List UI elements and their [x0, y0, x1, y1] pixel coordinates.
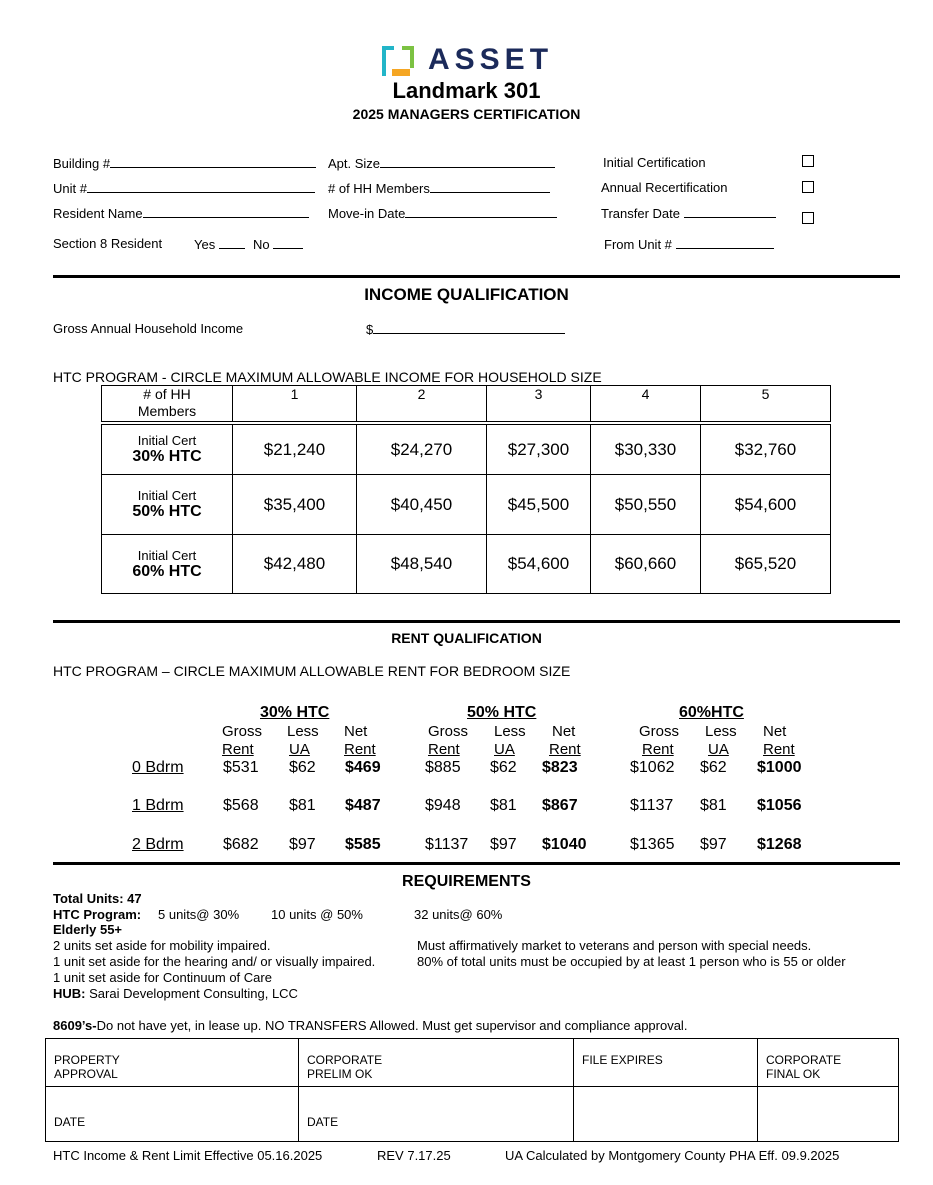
row-label-top: Initial Cert: [137, 433, 197, 448]
group-30: 30% HTC: [260, 704, 330, 721]
rent-cell: $1365: [630, 836, 675, 853]
income-cell: $42,480: [233, 535, 357, 594]
hh-size-4: 4: [591, 386, 701, 422]
htc-60: 32 units@ 60%: [414, 907, 503, 922]
table-row: [102, 475, 831, 535]
col-ua: UA: [289, 741, 310, 758]
requirement-line: 1 unit set aside for Continuum of Care: [53, 970, 272, 985]
yes-label: Yes: [194, 237, 216, 252]
col-ua: UA: [494, 741, 515, 758]
rent-cell: $97: [700, 836, 727, 853]
file-expires-value[interactable]: [574, 1087, 758, 1142]
corporate-final-cell[interactable]: [758, 1039, 899, 1087]
rent-cell: $81: [289, 797, 316, 814]
annual-recert-label: Annual Recertification: [601, 180, 728, 195]
initial-cert-label: Initial Certification: [603, 155, 706, 170]
note-8609: [53, 1018, 687, 1033]
corner-line-2: Members: [137, 403, 197, 419]
hub-value: Sarai Development Consulting, LCC: [89, 986, 298, 1001]
col-net: Net: [552, 723, 576, 740]
rent-cell: $1056: [757, 797, 802, 814]
bedroom-label: 1 Bdrm: [132, 797, 184, 814]
section8-yes-field[interactable]: [194, 236, 245, 252]
income-cell: $60,660: [591, 535, 701, 594]
apt-size-label: Apt. Size: [328, 156, 381, 171]
row-label-top: Initial Cert: [137, 488, 197, 503]
note-bold: 8609’s-: [53, 1018, 97, 1033]
footer-rev: REV 7.17.25: [377, 1148, 451, 1163]
requirement-line: 2 units set aside for mobility impaired.: [53, 938, 271, 953]
group-50: 50% HTC: [467, 704, 537, 721]
file-expires-label: FILE EXPIRES: [582, 1053, 663, 1067]
rent-cell: $1000: [757, 759, 802, 776]
col-gross: Gross: [639, 723, 680, 740]
property-label: PROPERTY: [54, 1053, 120, 1067]
rent-heading: RENT QUALIFICATION: [391, 630, 542, 646]
rent-cell: $97: [289, 836, 316, 853]
from-unit-label: From Unit #: [604, 237, 672, 252]
rent-cell: $1137: [630, 797, 674, 814]
row-label: [102, 535, 233, 594]
transfer-date-label: Transfer Date: [601, 206, 680, 221]
income-cell: $50,550: [591, 475, 701, 535]
unit-field[interactable]: [53, 180, 315, 196]
corporate-prelim-cell[interactable]: [299, 1039, 574, 1087]
rent-cell: $823: [542, 759, 578, 776]
table-row: [102, 535, 831, 594]
rent-cell: $948: [425, 797, 461, 814]
transfer-checkbox[interactable]: [802, 212, 814, 224]
rent-cell: $62: [700, 759, 727, 776]
rent-cell: $469: [345, 759, 381, 776]
col-ua: UA: [708, 741, 729, 758]
hh-size-2: 2: [357, 386, 487, 422]
col-rent: Rent: [428, 741, 460, 758]
income-cell: $21,240: [233, 425, 357, 475]
col-less: Less: [494, 723, 526, 740]
gross-income-field[interactable]: [366, 321, 565, 337]
footer-ua: UA Calculated by Montgomery County PHA Eff. 09.9.2025: [505, 1148, 840, 1163]
building-label: Building #: [53, 156, 111, 171]
section8-no-field[interactable]: [253, 236, 303, 252]
hh-members-field[interactable]: [328, 180, 550, 196]
group-60: 60%HTC: [679, 704, 744, 721]
income-cell: $48,540: [357, 535, 487, 594]
section8-label: Section 8 Resident: [53, 236, 163, 251]
hub-label: HUB:: [53, 986, 86, 1001]
rent-cell: $81: [490, 797, 517, 814]
building-field[interactable]: [53, 155, 316, 171]
divider: [53, 275, 900, 278]
col-less: Less: [705, 723, 737, 740]
rent-cell: $585: [345, 836, 381, 853]
resident-name-label: Resident Name: [53, 206, 143, 221]
rent-cell: $568: [223, 797, 259, 814]
income-cell: $32,760: [701, 425, 831, 475]
rent-cell: $97: [490, 836, 517, 853]
rent-cell: $1040: [542, 836, 587, 853]
total-units: Total Units: 47: [53, 891, 142, 906]
prelim-label: PRELIM OK: [307, 1067, 373, 1081]
final-ok-label: FINAL OK: [766, 1067, 821, 1081]
asset-logo-icon: [380, 43, 416, 79]
date-cell[interactable]: [299, 1087, 574, 1142]
approval-label: APPROVAL: [54, 1067, 118, 1081]
page-subtitle: 2025 MANAGERS CERTIFICATION: [352, 106, 581, 122]
rent-cell: $62: [490, 759, 517, 776]
bedroom-label: 0 Bdrm: [132, 759, 184, 776]
divider: [53, 862, 900, 865]
asset-logo: [380, 43, 554, 79]
col-net: Net: [763, 723, 787, 740]
rent-cell: $531: [223, 759, 259, 776]
col-rent: Rent: [642, 741, 674, 758]
transfer-date-field[interactable]: [601, 205, 776, 221]
col-rent: Rent: [344, 741, 376, 758]
apt-size-field[interactable]: [328, 155, 555, 171]
logo-text: ASSET: [428, 43, 554, 76]
income-heading: INCOME QUALIFICATION: [364, 285, 569, 304]
gross-income-label: Gross Annual Household Income: [53, 321, 244, 336]
rent-cell: $867: [542, 797, 578, 814]
dollar-sign: $: [366, 322, 374, 337]
corner-line-1: # of HH: [143, 386, 191, 402]
date-cell[interactable]: [46, 1087, 299, 1142]
row-label-level: 60% HTC: [132, 562, 202, 580]
col-rent: Rent: [222, 741, 254, 758]
income-cell: $24,270: [357, 425, 487, 475]
date-label: DATE: [307, 1115, 339, 1129]
property-approval-cell[interactable]: [46, 1039, 299, 1087]
income-cell: $35,400: [233, 475, 357, 535]
table-corner: [102, 386, 233, 422]
requirements-heading: REQUIREMENTS: [402, 873, 531, 890]
income-cell: $30,330: [591, 425, 701, 475]
note-rest: Do not have yet, in lease up. NO TRANSFERS Allowed. Must get supervisor and compliance approval.: [96, 1018, 688, 1033]
corporate-label: CORPORATE: [307, 1053, 383, 1067]
htc-program-label: HTC Program:: [53, 907, 142, 922]
row-label-level: 30% HTC: [132, 448, 202, 465]
income-cell: $27,300: [487, 425, 591, 475]
row-label: [102, 475, 233, 535]
rent-cell: $81: [700, 797, 727, 814]
row-label: [102, 425, 233, 475]
from-unit-field[interactable]: [604, 236, 774, 252]
rent-cell: $487: [345, 797, 381, 814]
htc-30: 5 units@ 30%: [158, 907, 240, 922]
initial-cert-checkbox[interactable]: [802, 155, 814, 167]
income-cell: $40,450: [357, 475, 487, 535]
rent-cell: $885: [425, 759, 461, 776]
rent-cell: $1137: [425, 836, 469, 853]
income-cell: $54,600: [487, 535, 591, 594]
rent-cell: $1268: [757, 836, 802, 853]
hub-line: [53, 986, 298, 1001]
income-cell: $54,600: [701, 475, 831, 535]
rent-cell: $682: [223, 836, 259, 853]
date-label: DATE: [54, 1115, 86, 1129]
table-row: [102, 425, 831, 475]
rent-cell: $1062: [630, 759, 675, 776]
bedroom-label: 2 Bdrm: [132, 836, 184, 853]
col-net: Net: [344, 723, 368, 740]
unit-label: Unit #: [53, 181, 87, 196]
col-rent: Rent: [549, 741, 581, 758]
corporate-label: CORPORATE: [766, 1053, 842, 1067]
elderly-label: Elderly 55+: [53, 922, 123, 937]
move-in-label: Move-in Date: [328, 206, 406, 221]
file-expires-cell[interactable]: [574, 1039, 758, 1087]
approval-table: [45, 1038, 899, 1142]
requirement-line: Must affirmatively market to veterans and person with special needs.: [417, 938, 812, 953]
rent-htc-note: HTC PROGRAM – CIRCLE MAXIMUM ALLOWABLE RENT FOR BEDROOM SIZE: [53, 663, 571, 679]
row-label-level: 50% HTC: [132, 503, 202, 520]
move-in-field[interactable]: [328, 205, 557, 221]
requirement-line: 1 unit set aside for the hearing and/ or visually impaired.: [53, 954, 376, 969]
page-title: Landmark 301: [392, 78, 541, 103]
divider: [53, 620, 900, 623]
col-gross: Gross: [222, 723, 263, 740]
col-gross: Gross: [428, 723, 469, 740]
income-limits-table: [101, 385, 831, 594]
requirement-line: 80% of total units must be occupied by at least 1 person who is 55 or older: [417, 954, 846, 969]
resident-name-field[interactable]: [53, 205, 309, 221]
hh-members-label: # of HH Members: [328, 181, 430, 196]
hh-size-3: 3: [487, 386, 591, 422]
footer-effective: HTC Income & Rent Limit Effective 05.16.2025: [53, 1148, 323, 1163]
final-ok-value[interactable]: [758, 1087, 899, 1142]
rent-cell: $62: [289, 759, 316, 776]
income-cell: $65,520: [701, 535, 831, 594]
htc-50: 10 units @ 50%: [271, 907, 363, 922]
income-cell: $45,500: [487, 475, 591, 535]
col-rent: Rent: [763, 741, 795, 758]
hh-size-1: 1: [233, 386, 357, 422]
hh-size-5: 5: [701, 386, 831, 422]
col-less: Less: [287, 723, 319, 740]
row-label-top: Initial Cert: [137, 547, 197, 563]
income-htc-note: HTC PROGRAM - CIRCLE MAXIMUM ALLOWABLE INCOME FOR HOUSEHOLD SIZE: [53, 369, 602, 385]
annual-recert-checkbox[interactable]: [802, 181, 814, 193]
no-label: No: [253, 237, 270, 252]
